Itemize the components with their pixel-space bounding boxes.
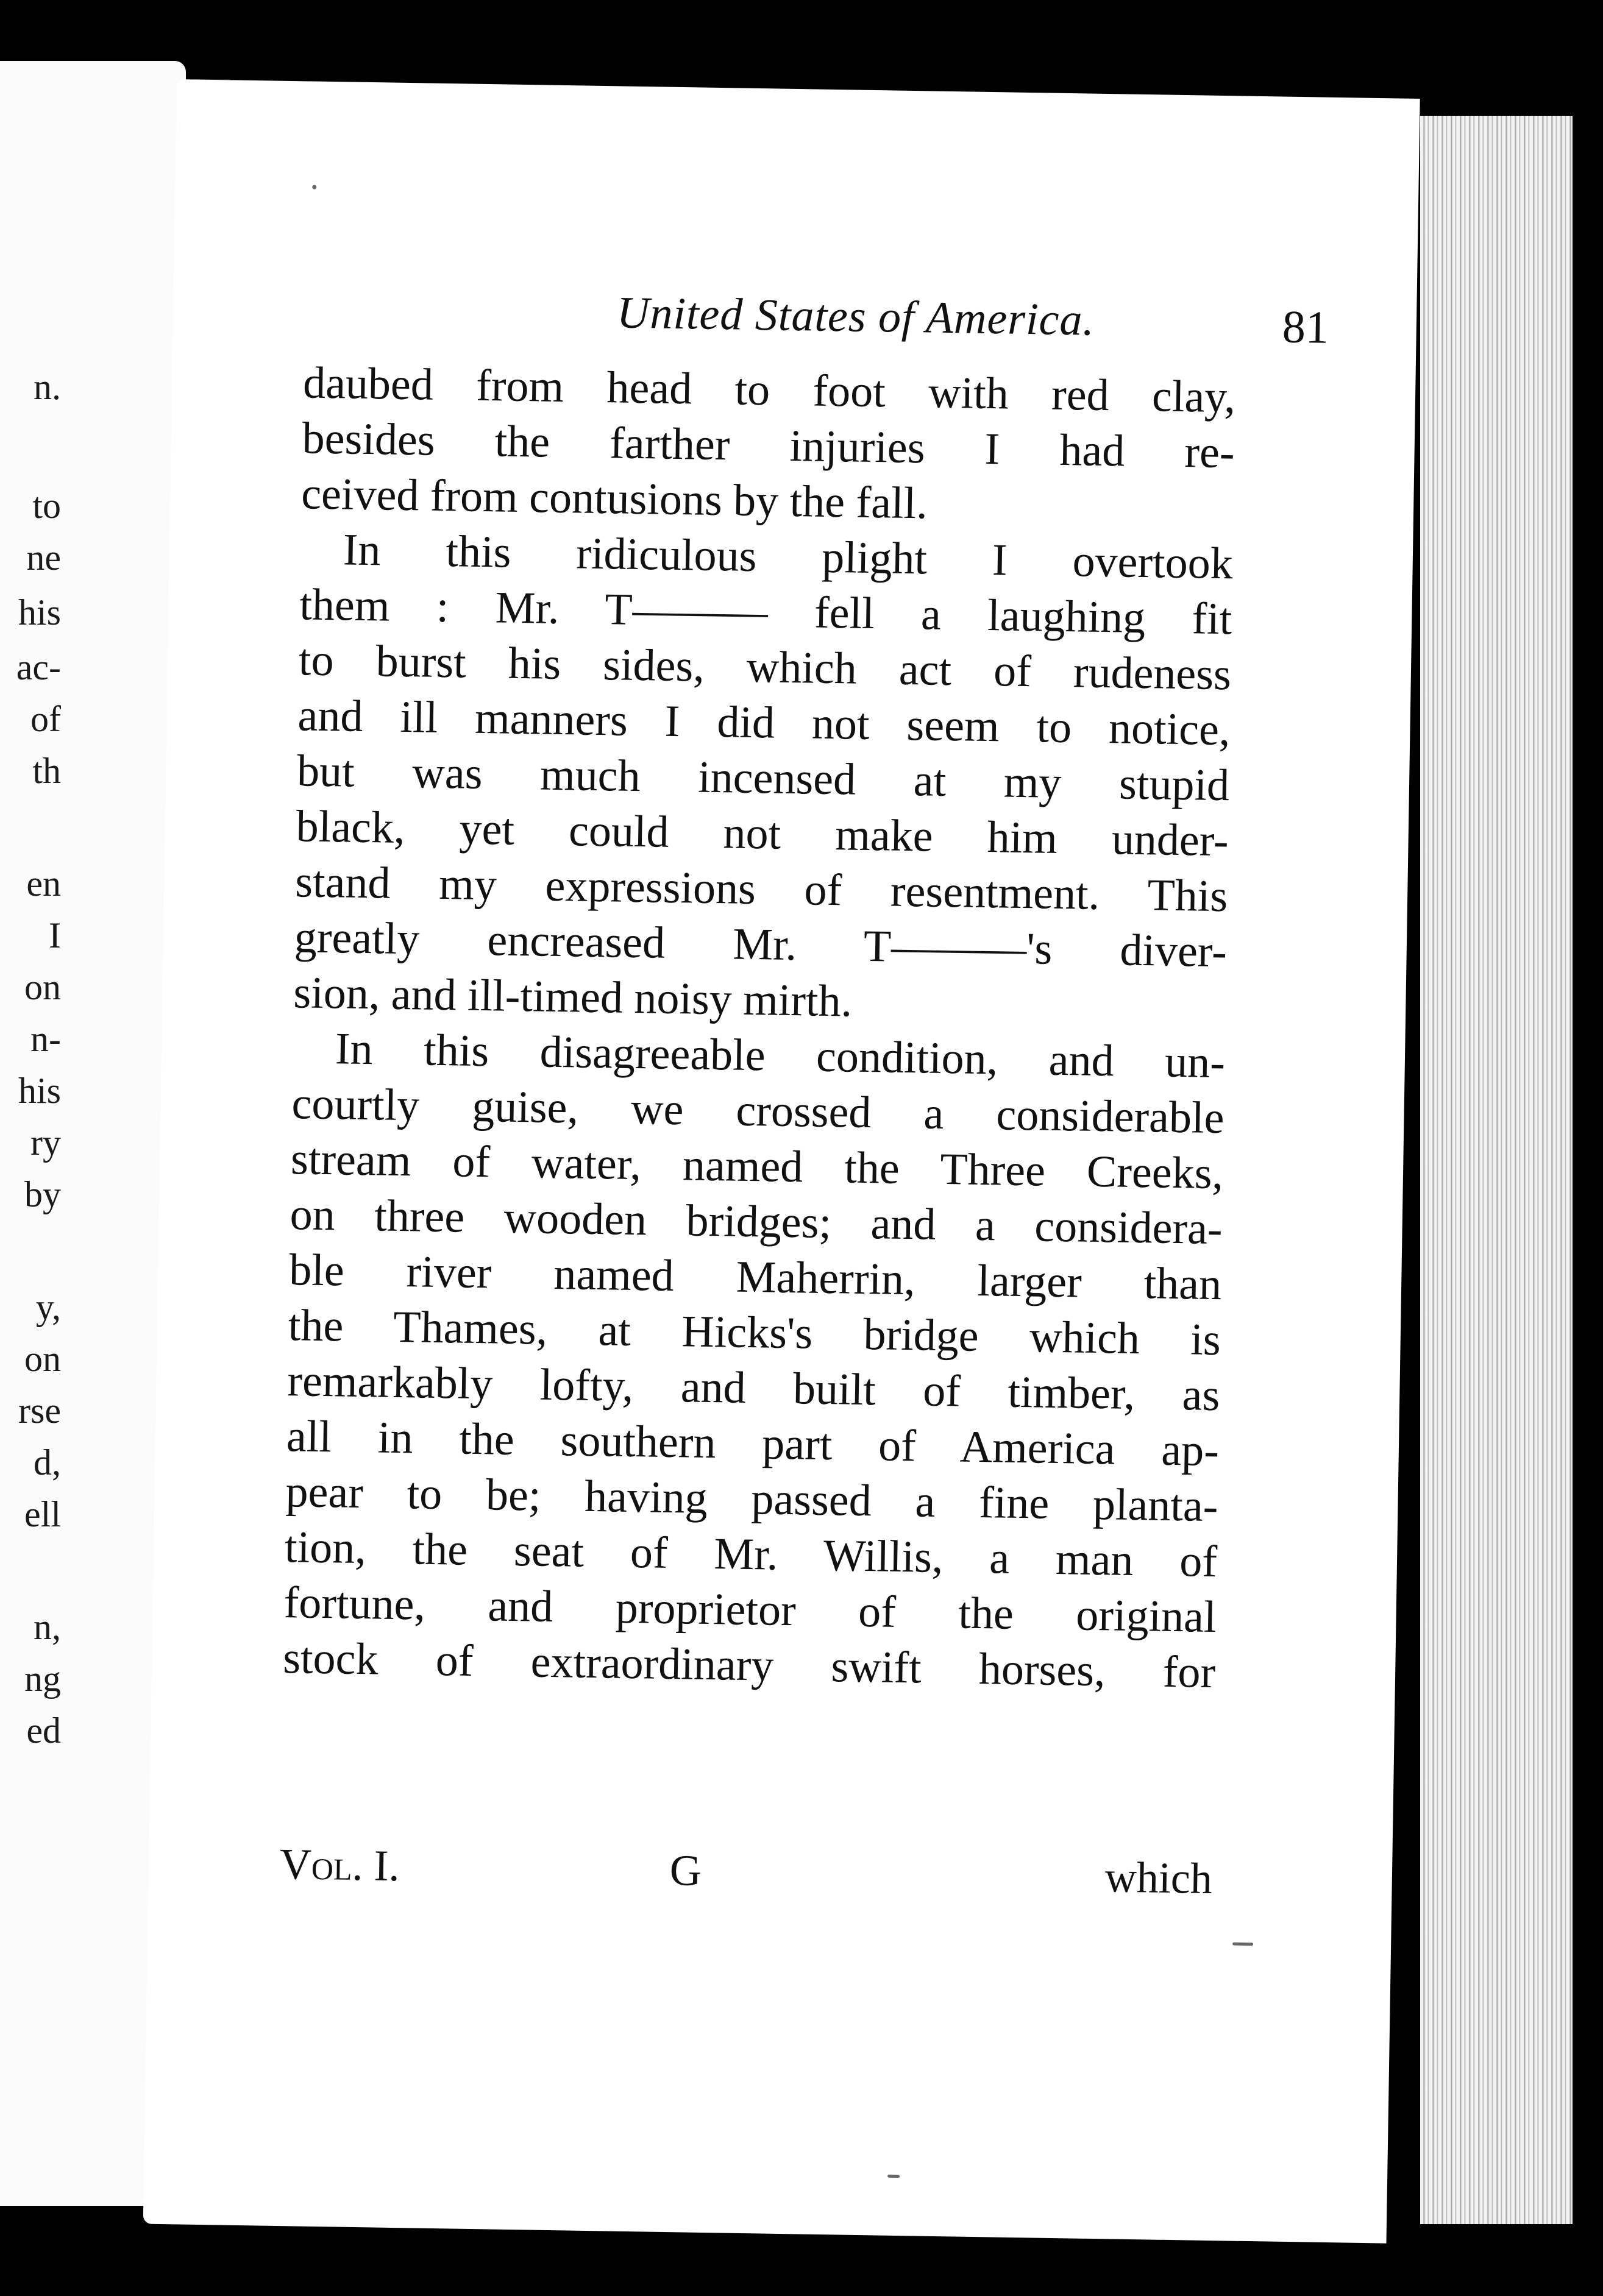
text-line: ceived from contusions by the fall. (300, 469, 928, 529)
paper-speck (887, 2175, 900, 2178)
text-line: In this disagreeable condition, and un- (335, 1024, 1226, 1088)
text-line: black, yet could not make him under- (296, 801, 1229, 866)
left-page-fragment: ng (24, 1659, 61, 1699)
left-page-fragment: by (24, 1174, 61, 1214)
left-page-fragment: ry (30, 1122, 61, 1163)
signature-volume: Vol. I. (279, 1840, 400, 1891)
left-page-fragment: ne (26, 537, 61, 578)
left-page-fragment: n. (34, 367, 61, 407)
text-line: stream of water, named the Three Creeks, (290, 1134, 1224, 1199)
body-text (283, 355, 1236, 1701)
page-number: 81 (1282, 301, 1329, 353)
left-page-fragment: ed (26, 1710, 61, 1751)
text-line: sion, and ill-timed noisy mirth. (293, 968, 853, 1027)
text-line: In this ridiculous plight I overtook (343, 525, 1234, 589)
left-page-fragment: n- (30, 1019, 61, 1059)
paper-speck (312, 185, 316, 190)
text-line: to burst his sides, which act of rudeness (298, 635, 1232, 700)
left-page-fragment: d, (34, 1442, 61, 1483)
text-line: greatly encreased Mr. T———'s diver- (294, 912, 1228, 977)
text-line: the Thames, at Hicks's bridge which is (288, 1300, 1221, 1366)
left-page-fragment: rse (18, 1391, 61, 1431)
text-line: but was much incensed at my stupid (296, 746, 1230, 811)
left-page-fragment: th (32, 751, 61, 791)
left-page-fragment: ac- (16, 647, 61, 687)
left-page-fragment: of (30, 699, 61, 739)
page-edges (1420, 116, 1573, 2224)
text-line: daubed from head to foot with red clay, (302, 358, 1236, 423)
text-line: stock of extraordinary swift horses, for (282, 1633, 1216, 1698)
page-footer (279, 1839, 1212, 1908)
text-line: ble river named Maherrin, larger than (288, 1245, 1222, 1310)
left-page-fragment: his (18, 1071, 61, 1111)
left-page-fragment: to (32, 486, 61, 526)
left-page-fragment: on (24, 1339, 61, 1379)
text-line: fortune, and proprietor of the original (283, 1578, 1217, 1643)
left-page-fragment: I (49, 915, 61, 955)
text-line: and ill manners I did not seem to notice, (297, 690, 1231, 756)
paper-speck (1232, 1943, 1253, 1946)
left-page-fragment: his (18, 592, 61, 632)
left-page-fragment: n, (34, 1607, 61, 1647)
catchword: which (1104, 1852, 1213, 1904)
text-line: pear to be; having passed a fine planta- (285, 1467, 1219, 1532)
signature-mark: G (669, 1846, 702, 1895)
running-head: United States of America. (616, 288, 1095, 345)
left-page-fragment: on (24, 967, 61, 1007)
text-line: all in the southern part of America ap- (286, 1411, 1220, 1476)
text-line: on three wooden bridges; and a considera- (290, 1189, 1223, 1255)
text-line: remarkably lofty, and built of timber, as (286, 1356, 1220, 1421)
left-page-fragment: y, (35, 1287, 61, 1327)
left-page-fragment: ell (24, 1494, 61, 1534)
text-line: them : Mr. T——— fell a laughing fit (299, 579, 1232, 645)
right-page (143, 79, 1420, 2244)
text-line: besides the farther injuries I had re- (302, 413, 1235, 478)
text-line: courtly guise, we crossed a considerable (291, 1079, 1225, 1144)
text-line: tion, the seat of Mr. Willis, a man of (284, 1522, 1218, 1587)
text-line: stand my expressions of resentment. This (294, 857, 1228, 922)
left-page-fragment: en (26, 863, 61, 904)
